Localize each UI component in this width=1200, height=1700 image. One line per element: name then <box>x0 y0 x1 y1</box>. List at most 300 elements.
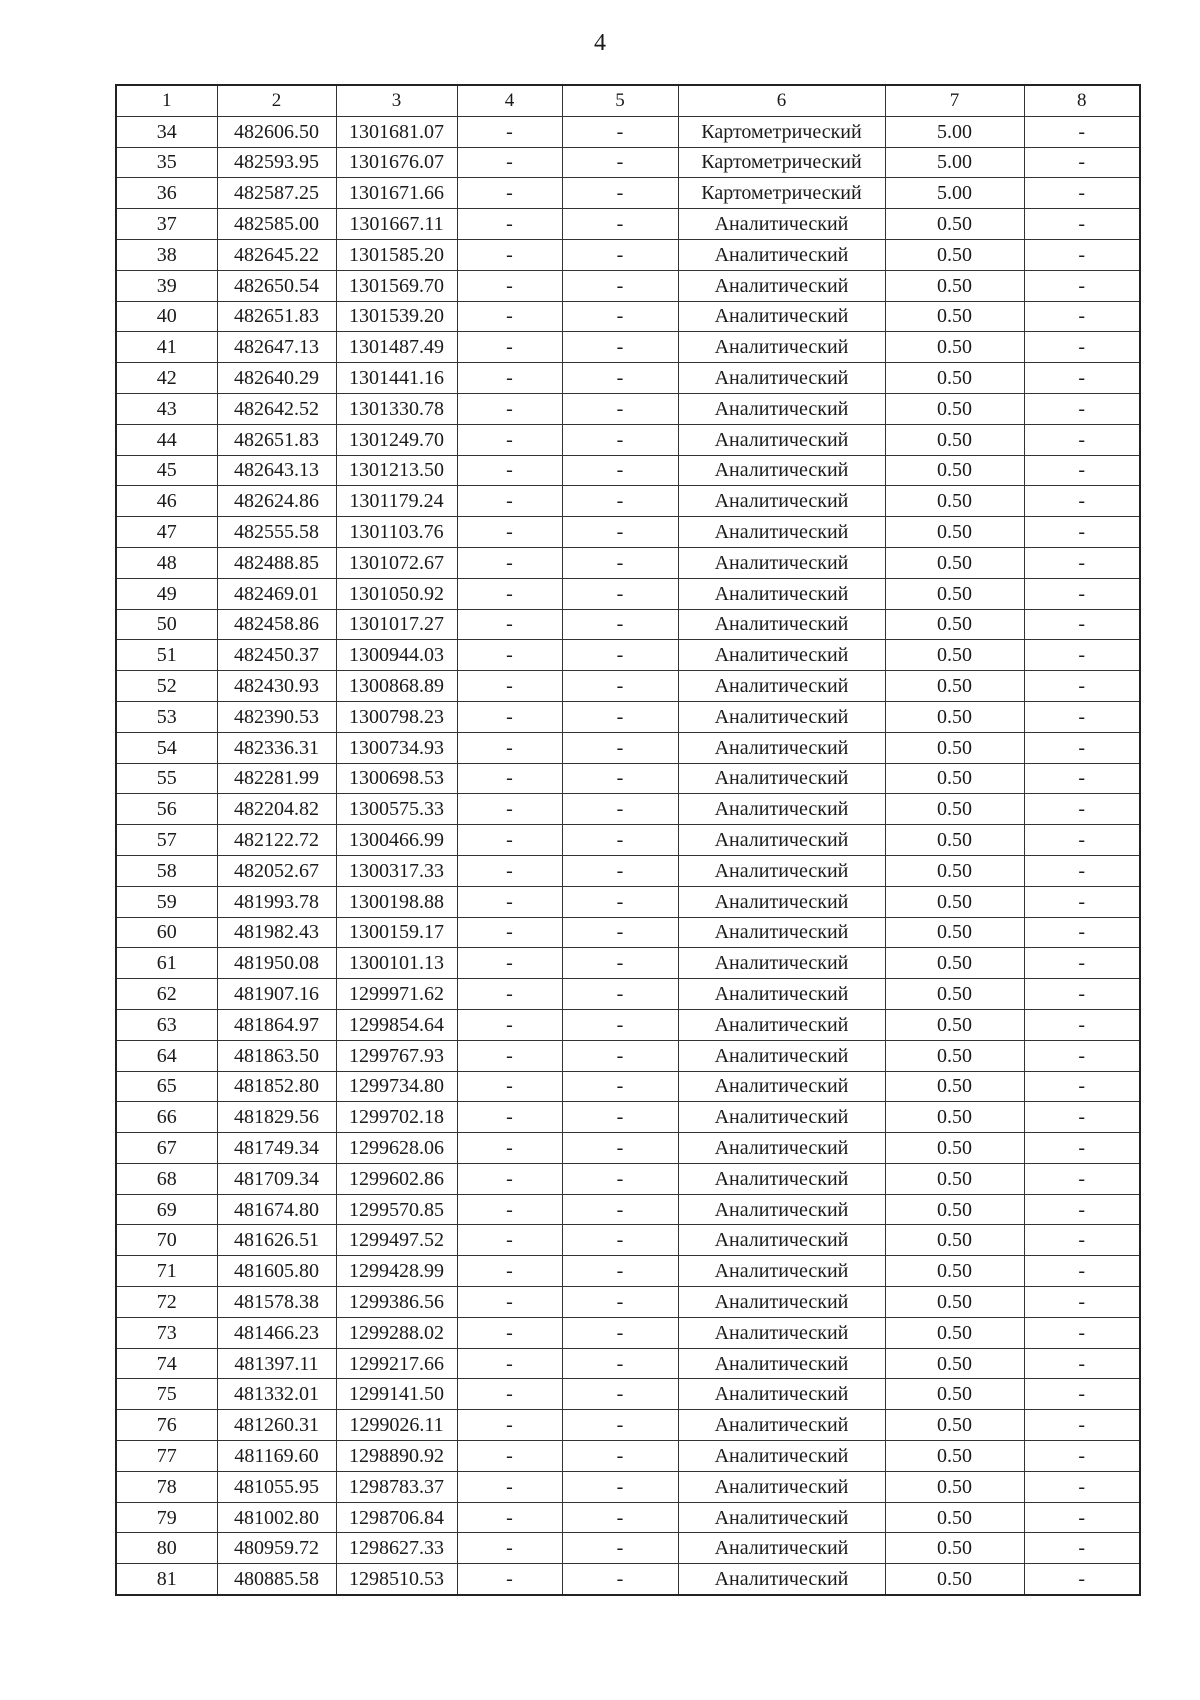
col-4-cell: - <box>457 671 562 702</box>
col-5-cell: - <box>562 455 678 486</box>
table-row <box>116 979 1140 1010</box>
x-coordinate-cell: 481055.95 <box>217 1471 336 1502</box>
y-coordinate-cell: 1299217.66 <box>336 1348 457 1379</box>
column-header: 3 <box>336 85 457 116</box>
table-row <box>116 1564 1140 1595</box>
x-coordinate-cell: 481709.34 <box>217 1163 336 1194</box>
x-coordinate-cell: 482430.93 <box>217 671 336 702</box>
accuracy-cell: 0.50 <box>885 732 1024 763</box>
col-5-cell: - <box>562 578 678 609</box>
point-number-cell: 60 <box>116 917 217 948</box>
y-coordinate-cell: 1299734.80 <box>336 1071 457 1102</box>
x-coordinate-cell: 482587.25 <box>217 178 336 209</box>
col-4-cell: - <box>457 1163 562 1194</box>
y-coordinate-cell: 1300698.53 <box>336 763 457 794</box>
x-coordinate-cell: 482390.53 <box>217 701 336 732</box>
col-8-cell: - <box>1024 116 1140 147</box>
table-row <box>116 1379 1140 1410</box>
col-5-cell: - <box>562 209 678 240</box>
x-coordinate-cell: 482624.86 <box>217 486 336 517</box>
point-number-cell: 41 <box>116 332 217 363</box>
point-number-cell: 67 <box>116 1133 217 1164</box>
x-coordinate-cell: 482606.50 <box>217 116 336 147</box>
table-row <box>116 393 1140 424</box>
accuracy-cell: 0.50 <box>885 209 1024 240</box>
point-number-cell: 35 <box>116 147 217 178</box>
col-8-cell: - <box>1024 332 1140 363</box>
y-coordinate-cell: 1300317.33 <box>336 855 457 886</box>
method-cell: Аналитический <box>678 1410 885 1441</box>
x-coordinate-cell: 482450.37 <box>217 640 336 671</box>
col-4-cell: - <box>457 1410 562 1441</box>
y-coordinate-cell: 1301585.20 <box>336 239 457 270</box>
method-cell: Аналитический <box>678 1502 885 1533</box>
col-4-cell: - <box>457 609 562 640</box>
col-8-cell: - <box>1024 825 1140 856</box>
x-coordinate-cell: 482640.29 <box>217 363 336 394</box>
accuracy-cell: 0.50 <box>885 1471 1024 1502</box>
col-8-cell: - <box>1024 794 1140 825</box>
col-5-cell: - <box>562 486 678 517</box>
x-coordinate-cell: 482336.31 <box>217 732 336 763</box>
col-4-cell: - <box>457 979 562 1010</box>
col-8-cell: - <box>1024 671 1140 702</box>
col-4-cell: - <box>457 1564 562 1595</box>
table-row <box>116 209 1140 240</box>
table-row <box>116 1225 1140 1256</box>
y-coordinate-cell: 1300198.88 <box>336 886 457 917</box>
col-4-cell: - <box>457 517 562 548</box>
method-cell: Аналитический <box>678 701 885 732</box>
accuracy-cell: 5.00 <box>885 116 1024 147</box>
table-row <box>116 609 1140 640</box>
y-coordinate-cell: 1299628.06 <box>336 1133 457 1164</box>
method-cell: Аналитический <box>678 209 885 240</box>
col-8-cell: - <box>1024 1317 1140 1348</box>
accuracy-cell: 0.50 <box>885 671 1024 702</box>
column-header: 7 <box>885 85 1024 116</box>
point-number-cell: 34 <box>116 116 217 147</box>
point-number-cell: 45 <box>116 455 217 486</box>
point-number-cell: 71 <box>116 1256 217 1287</box>
x-coordinate-cell: 482645.22 <box>217 239 336 270</box>
col-8-cell: - <box>1024 578 1140 609</box>
col-5-cell: - <box>562 1225 678 1256</box>
accuracy-cell: 0.50 <box>885 1410 1024 1441</box>
col-4-cell: - <box>457 794 562 825</box>
y-coordinate-cell: 1299570.85 <box>336 1194 457 1225</box>
col-4-cell: - <box>457 1533 562 1564</box>
method-cell: Аналитический <box>678 1287 885 1318</box>
point-number-cell: 76 <box>116 1410 217 1441</box>
accuracy-cell: 0.50 <box>885 1256 1024 1287</box>
point-number-cell: 77 <box>116 1441 217 1472</box>
x-coordinate-cell: 482204.82 <box>217 794 336 825</box>
table-row <box>116 732 1140 763</box>
x-coordinate-cell: 482122.72 <box>217 825 336 856</box>
y-coordinate-cell: 1299602.86 <box>336 1163 457 1194</box>
col-5-cell: - <box>562 547 678 578</box>
accuracy-cell: 0.50 <box>885 578 1024 609</box>
col-8-cell: - <box>1024 1071 1140 1102</box>
y-coordinate-cell: 1301676.07 <box>336 147 457 178</box>
y-coordinate-cell: 1301179.24 <box>336 486 457 517</box>
y-coordinate-cell: 1299702.18 <box>336 1102 457 1133</box>
col-4-cell: - <box>457 116 562 147</box>
accuracy-cell: 0.50 <box>885 1379 1024 1410</box>
accuracy-cell: 0.50 <box>885 979 1024 1010</box>
point-number-cell: 78 <box>116 1471 217 1502</box>
table-row <box>116 1102 1140 1133</box>
method-cell: Аналитический <box>678 1471 885 1502</box>
col-5-cell: - <box>562 794 678 825</box>
y-coordinate-cell: 1301017.27 <box>336 609 457 640</box>
x-coordinate-cell: 481674.80 <box>217 1194 336 1225</box>
point-number-cell: 40 <box>116 301 217 332</box>
col-4-cell: - <box>457 1071 562 1102</box>
col-4-cell: - <box>457 1040 562 1071</box>
table-row <box>116 332 1140 363</box>
x-coordinate-cell: 482281.99 <box>217 763 336 794</box>
x-coordinate-cell: 482651.83 <box>217 424 336 455</box>
col-8-cell: - <box>1024 1502 1140 1533</box>
point-number-cell: 56 <box>116 794 217 825</box>
col-8-cell: - <box>1024 270 1140 301</box>
col-8-cell: - <box>1024 979 1140 1010</box>
col-5-cell: - <box>562 301 678 332</box>
accuracy-cell: 0.50 <box>885 701 1024 732</box>
point-number-cell: 38 <box>116 239 217 270</box>
x-coordinate-cell: 481993.78 <box>217 886 336 917</box>
table-row <box>116 948 1140 979</box>
table-row <box>116 1287 1140 1318</box>
accuracy-cell: 0.50 <box>885 1225 1024 1256</box>
col-8-cell: - <box>1024 763 1140 794</box>
col-8-cell: - <box>1024 948 1140 979</box>
table-row <box>116 917 1140 948</box>
point-number-cell: 81 <box>116 1564 217 1595</box>
point-number-cell: 53 <box>116 701 217 732</box>
point-number-cell: 48 <box>116 547 217 578</box>
method-cell: Аналитический <box>678 1533 885 1564</box>
y-coordinate-cell: 1301539.20 <box>336 301 457 332</box>
method-cell: Аналитический <box>678 1071 885 1102</box>
method-cell: Аналитический <box>678 671 885 702</box>
col-8-cell: - <box>1024 1256 1140 1287</box>
col-4-cell: - <box>457 701 562 732</box>
y-coordinate-cell: 1299026.11 <box>336 1410 457 1441</box>
method-cell: Аналитический <box>678 363 885 394</box>
column-header: 1 <box>116 85 217 116</box>
y-coordinate-cell: 1301667.11 <box>336 209 457 240</box>
col-5-cell: - <box>562 1502 678 1533</box>
y-coordinate-cell: 1301487.49 <box>336 332 457 363</box>
point-number-cell: 63 <box>116 1009 217 1040</box>
col-8-cell: - <box>1024 301 1140 332</box>
x-coordinate-cell: 481829.56 <box>217 1102 336 1133</box>
table-row <box>116 424 1140 455</box>
table-row <box>116 640 1140 671</box>
table-row <box>116 1009 1140 1040</box>
table-row <box>116 455 1140 486</box>
table-row <box>116 1133 1140 1164</box>
method-cell: Аналитический <box>678 794 885 825</box>
y-coordinate-cell: 1300798.23 <box>336 701 457 732</box>
col-4-cell: - <box>457 917 562 948</box>
col-4-cell: - <box>457 547 562 578</box>
x-coordinate-cell: 482585.00 <box>217 209 336 240</box>
y-coordinate-cell: 1299428.99 <box>336 1256 457 1287</box>
y-coordinate-cell: 1300159.17 <box>336 917 457 948</box>
table-row <box>116 1040 1140 1071</box>
y-coordinate-cell: 1301681.07 <box>336 116 457 147</box>
col-5-cell: - <box>562 701 678 732</box>
point-number-cell: 49 <box>116 578 217 609</box>
col-5-cell: - <box>562 763 678 794</box>
method-cell: Аналитический <box>678 763 885 794</box>
y-coordinate-cell: 1301671.66 <box>336 178 457 209</box>
accuracy-cell: 0.50 <box>885 1317 1024 1348</box>
col-8-cell: - <box>1024 1471 1140 1502</box>
x-coordinate-cell: 481397.11 <box>217 1348 336 1379</box>
point-number-cell: 42 <box>116 363 217 394</box>
col-8-cell: - <box>1024 1564 1140 1595</box>
method-cell: Аналитический <box>678 332 885 363</box>
table-row <box>116 1441 1140 1472</box>
method-cell: Аналитический <box>678 1317 885 1348</box>
method-cell: Картометрический <box>678 147 885 178</box>
point-number-cell: 51 <box>116 640 217 671</box>
accuracy-cell: 0.50 <box>885 517 1024 548</box>
x-coordinate-cell: 482555.58 <box>217 517 336 548</box>
col-4-cell: - <box>457 640 562 671</box>
accuracy-cell: 0.50 <box>885 1533 1024 1564</box>
col-5-cell: - <box>562 239 678 270</box>
table-row <box>116 825 1140 856</box>
accuracy-cell: 0.50 <box>885 301 1024 332</box>
method-cell: Аналитический <box>678 825 885 856</box>
accuracy-cell: 0.50 <box>885 1564 1024 1595</box>
x-coordinate-cell: 482647.13 <box>217 332 336 363</box>
coordinates-table <box>115 84 1141 1596</box>
method-cell: Аналитический <box>678 1133 885 1164</box>
col-4-cell: - <box>457 178 562 209</box>
x-coordinate-cell: 482052.67 <box>217 855 336 886</box>
method-cell: Аналитический <box>678 855 885 886</box>
y-coordinate-cell: 1299971.62 <box>336 979 457 1010</box>
column-header: 5 <box>562 85 678 116</box>
col-8-cell: - <box>1024 1379 1140 1410</box>
accuracy-cell: 0.50 <box>885 1441 1024 1472</box>
table-row <box>116 1317 1140 1348</box>
accuracy-cell: 0.50 <box>885 1287 1024 1318</box>
col-4-cell: - <box>457 855 562 886</box>
accuracy-cell: 0.50 <box>885 917 1024 948</box>
col-8-cell: - <box>1024 609 1140 640</box>
method-cell: Аналитический <box>678 424 885 455</box>
x-coordinate-cell: 480885.58 <box>217 1564 336 1595</box>
y-coordinate-cell: 1300868.89 <box>336 671 457 702</box>
col-8-cell: - <box>1024 424 1140 455</box>
point-number-cell: 59 <box>116 886 217 917</box>
y-coordinate-cell: 1301569.70 <box>336 270 457 301</box>
y-coordinate-cell: 1298706.84 <box>336 1502 457 1533</box>
accuracy-cell: 0.50 <box>885 763 1024 794</box>
col-5-cell: - <box>562 270 678 301</box>
col-5-cell: - <box>562 979 678 1010</box>
point-number-cell: 73 <box>116 1317 217 1348</box>
col-8-cell: - <box>1024 640 1140 671</box>
method-cell: Аналитический <box>678 1040 885 1071</box>
table-row <box>116 301 1140 332</box>
col-5-cell: - <box>562 147 678 178</box>
col-4-cell: - <box>457 1317 562 1348</box>
col-8-cell: - <box>1024 455 1140 486</box>
col-4-cell: - <box>457 886 562 917</box>
y-coordinate-cell: 1301441.16 <box>336 363 457 394</box>
y-coordinate-cell: 1299767.93 <box>336 1040 457 1071</box>
method-cell: Аналитический <box>678 239 885 270</box>
x-coordinate-cell: 482458.86 <box>217 609 336 640</box>
x-coordinate-cell: 481002.80 <box>217 1502 336 1533</box>
point-number-cell: 65 <box>116 1071 217 1102</box>
col-8-cell: - <box>1024 886 1140 917</box>
col-4-cell: - <box>457 732 562 763</box>
method-cell: Аналитический <box>678 948 885 979</box>
column-header: 2 <box>217 85 336 116</box>
col-5-cell: - <box>562 1194 678 1225</box>
accuracy-cell: 0.50 <box>885 886 1024 917</box>
point-number-cell: 43 <box>116 393 217 424</box>
point-number-cell: 80 <box>116 1533 217 1564</box>
table-row <box>116 178 1140 209</box>
col-4-cell: - <box>457 578 562 609</box>
col-4-cell: - <box>457 1348 562 1379</box>
method-cell: Аналитический <box>678 1194 885 1225</box>
method-cell: Аналитический <box>678 1441 885 1472</box>
accuracy-cell: 0.50 <box>885 640 1024 671</box>
point-number-cell: 64 <box>116 1040 217 1071</box>
col-4-cell: - <box>457 1225 562 1256</box>
col-5-cell: - <box>562 393 678 424</box>
table-row <box>116 1256 1140 1287</box>
y-coordinate-cell: 1300944.03 <box>336 640 457 671</box>
method-cell: Аналитический <box>678 979 885 1010</box>
x-coordinate-cell: 481169.60 <box>217 1441 336 1472</box>
col-4-cell: - <box>457 1441 562 1472</box>
accuracy-cell: 0.50 <box>885 547 1024 578</box>
method-cell: Аналитический <box>678 917 885 948</box>
x-coordinate-cell: 481852.80 <box>217 1071 336 1102</box>
col-5-cell: - <box>562 1009 678 1040</box>
table-row <box>116 547 1140 578</box>
col-5-cell: - <box>562 1163 678 1194</box>
x-coordinate-cell: 481907.16 <box>217 979 336 1010</box>
page-number: 4 <box>594 30 606 56</box>
accuracy-cell: 0.50 <box>885 1071 1024 1102</box>
y-coordinate-cell: 1299141.50 <box>336 1379 457 1410</box>
col-8-cell: - <box>1024 363 1140 394</box>
col-4-cell: - <box>457 1102 562 1133</box>
method-cell: Аналитический <box>678 1163 885 1194</box>
col-5-cell: - <box>562 332 678 363</box>
col-4-cell: - <box>457 270 562 301</box>
y-coordinate-cell: 1299386.56 <box>336 1287 457 1318</box>
x-coordinate-cell: 482651.83 <box>217 301 336 332</box>
col-4-cell: - <box>457 424 562 455</box>
method-cell: Аналитический <box>678 547 885 578</box>
method-cell: Аналитический <box>678 270 885 301</box>
method-cell: Аналитический <box>678 640 885 671</box>
col-5-cell: - <box>562 1256 678 1287</box>
col-4-cell: - <box>457 332 562 363</box>
col-4-cell: - <box>457 393 562 424</box>
column-header: 8 <box>1024 85 1140 116</box>
accuracy-cell: 5.00 <box>885 147 1024 178</box>
x-coordinate-cell: 481466.23 <box>217 1317 336 1348</box>
col-5-cell: - <box>562 1564 678 1595</box>
x-coordinate-cell: 481863.50 <box>217 1040 336 1071</box>
col-8-cell: - <box>1024 1194 1140 1225</box>
table-row <box>116 270 1140 301</box>
x-coordinate-cell: 481260.31 <box>217 1410 336 1441</box>
method-cell: Аналитический <box>678 732 885 763</box>
col-5-cell: - <box>562 1071 678 1102</box>
table-row <box>116 363 1140 394</box>
point-number-cell: 54 <box>116 732 217 763</box>
table-row <box>116 486 1140 517</box>
point-number-cell: 52 <box>116 671 217 702</box>
point-number-cell: 46 <box>116 486 217 517</box>
accuracy-cell: 0.50 <box>885 455 1024 486</box>
col-5-cell: - <box>562 886 678 917</box>
accuracy-cell: 0.50 <box>885 239 1024 270</box>
point-number-cell: 39 <box>116 270 217 301</box>
x-coordinate-cell: 481332.01 <box>217 1379 336 1410</box>
col-8-cell: - <box>1024 239 1140 270</box>
col-5-cell: - <box>562 116 678 147</box>
col-5-cell: - <box>562 178 678 209</box>
col-8-cell: - <box>1024 855 1140 886</box>
col-8-cell: - <box>1024 1287 1140 1318</box>
col-4-cell: - <box>457 1471 562 1502</box>
col-4-cell: - <box>457 1256 562 1287</box>
point-number-cell: 36 <box>116 178 217 209</box>
col-8-cell: - <box>1024 1348 1140 1379</box>
col-5-cell: - <box>562 1133 678 1164</box>
col-4-cell: - <box>457 825 562 856</box>
point-number-cell: 55 <box>116 763 217 794</box>
x-coordinate-cell: 481864.97 <box>217 1009 336 1040</box>
y-coordinate-cell: 1301249.70 <box>336 424 457 455</box>
point-number-cell: 72 <box>116 1287 217 1318</box>
accuracy-cell: 0.50 <box>885 1102 1024 1133</box>
col-4-cell: - <box>457 209 562 240</box>
col-5-cell: - <box>562 1102 678 1133</box>
method-cell: Аналитический <box>678 393 885 424</box>
accuracy-cell: 0.50 <box>885 332 1024 363</box>
col-8-cell: - <box>1024 1441 1140 1472</box>
accuracy-cell: 0.50 <box>885 1502 1024 1533</box>
col-4-cell: - <box>457 1133 562 1164</box>
y-coordinate-cell: 1300575.33 <box>336 794 457 825</box>
col-8-cell: - <box>1024 147 1140 178</box>
col-8-cell: - <box>1024 701 1140 732</box>
y-coordinate-cell: 1300101.13 <box>336 948 457 979</box>
accuracy-cell: 0.50 <box>885 948 1024 979</box>
point-number-cell: 44 <box>116 424 217 455</box>
col-5-cell: - <box>562 855 678 886</box>
